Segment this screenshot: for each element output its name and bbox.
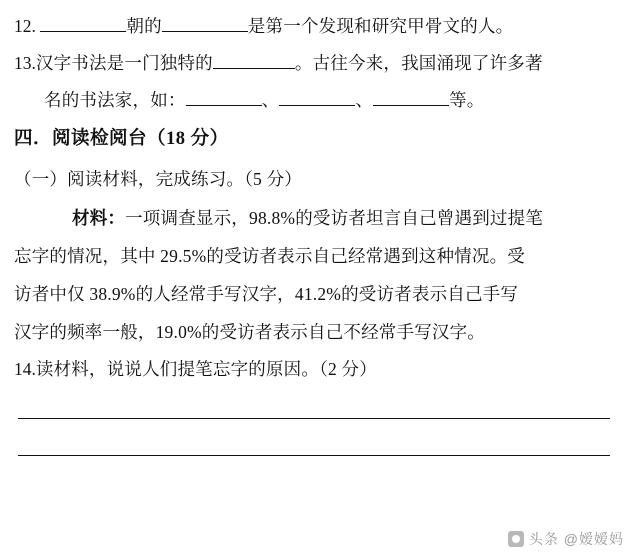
watermark-text: 头条 @嫒嫒妈: [528, 531, 624, 547]
question-12-blank-a[interactable]: [40, 14, 126, 32]
section-heading-four: 四．阅读检阅台（18 分）: [14, 129, 229, 149]
material-line-2: 忘字的情况，其中 29.5%的受访者表示自己经常遇到这种情况。受: [14, 246, 525, 266]
material-label: 材料：: [72, 208, 126, 228]
question-13-line2-end: 等。: [449, 90, 485, 110]
answer-line-2[interactable]: [18, 455, 610, 456]
watermark-logo-icon: [508, 531, 524, 547]
question-13-line2-text: 名的书法家，如：: [44, 90, 186, 110]
question-12-text-mid: 朝的: [126, 16, 162, 36]
question-14: [14, 351, 622, 388]
question-14-number: 14.: [14, 359, 36, 379]
question-12: [14, 8, 622, 45]
question-12-number: 12.: [14, 16, 36, 36]
question-13-text-a: 汉字书法是一门独特的: [35, 53, 213, 73]
question-13-blank-a[interactable]: [213, 51, 295, 69]
material-line-3: 访者中仅 38.9%的人经常手写汉字，41.2%的受访者表示自己手写: [14, 284, 519, 304]
question-13-line-1: [14, 45, 622, 82]
watermark: [508, 529, 624, 549]
question-12-blank-b[interactable]: [162, 14, 248, 32]
question-13-blank-c[interactable]: [279, 88, 355, 106]
question-12-text-end: 是第一个发现和研究甲骨文的人。: [247, 16, 514, 36]
material-line-1: [14, 199, 622, 237]
answer-line-1[interactable]: [18, 418, 610, 419]
question-13-sep-1: 、: [261, 90, 280, 110]
part-one-title: （一）阅读材料，完成练习。（5 分）: [14, 169, 302, 189]
material-text-1: 一项调查显示，98.8%的受访者坦言自己曾遇到过提笔: [125, 208, 544, 228]
question-13-blank-d[interactable]: [373, 88, 449, 106]
question-14-text: 读材料，说说人们提笔忘字的原因。（2 分）: [35, 359, 377, 379]
question-13-number: 13.: [14, 53, 36, 73]
question-13-line-2: [14, 82, 622, 119]
material-line-4: 汉字的频率一般，19.0%的受访者表示自己不经常手写汉字。: [14, 322, 486, 342]
question-13-sep-2: 、: [355, 90, 374, 110]
question-13-text-b: 。古往今来，我国涌现了许多著: [294, 53, 543, 73]
question-13-blank-b[interactable]: [186, 88, 262, 106]
